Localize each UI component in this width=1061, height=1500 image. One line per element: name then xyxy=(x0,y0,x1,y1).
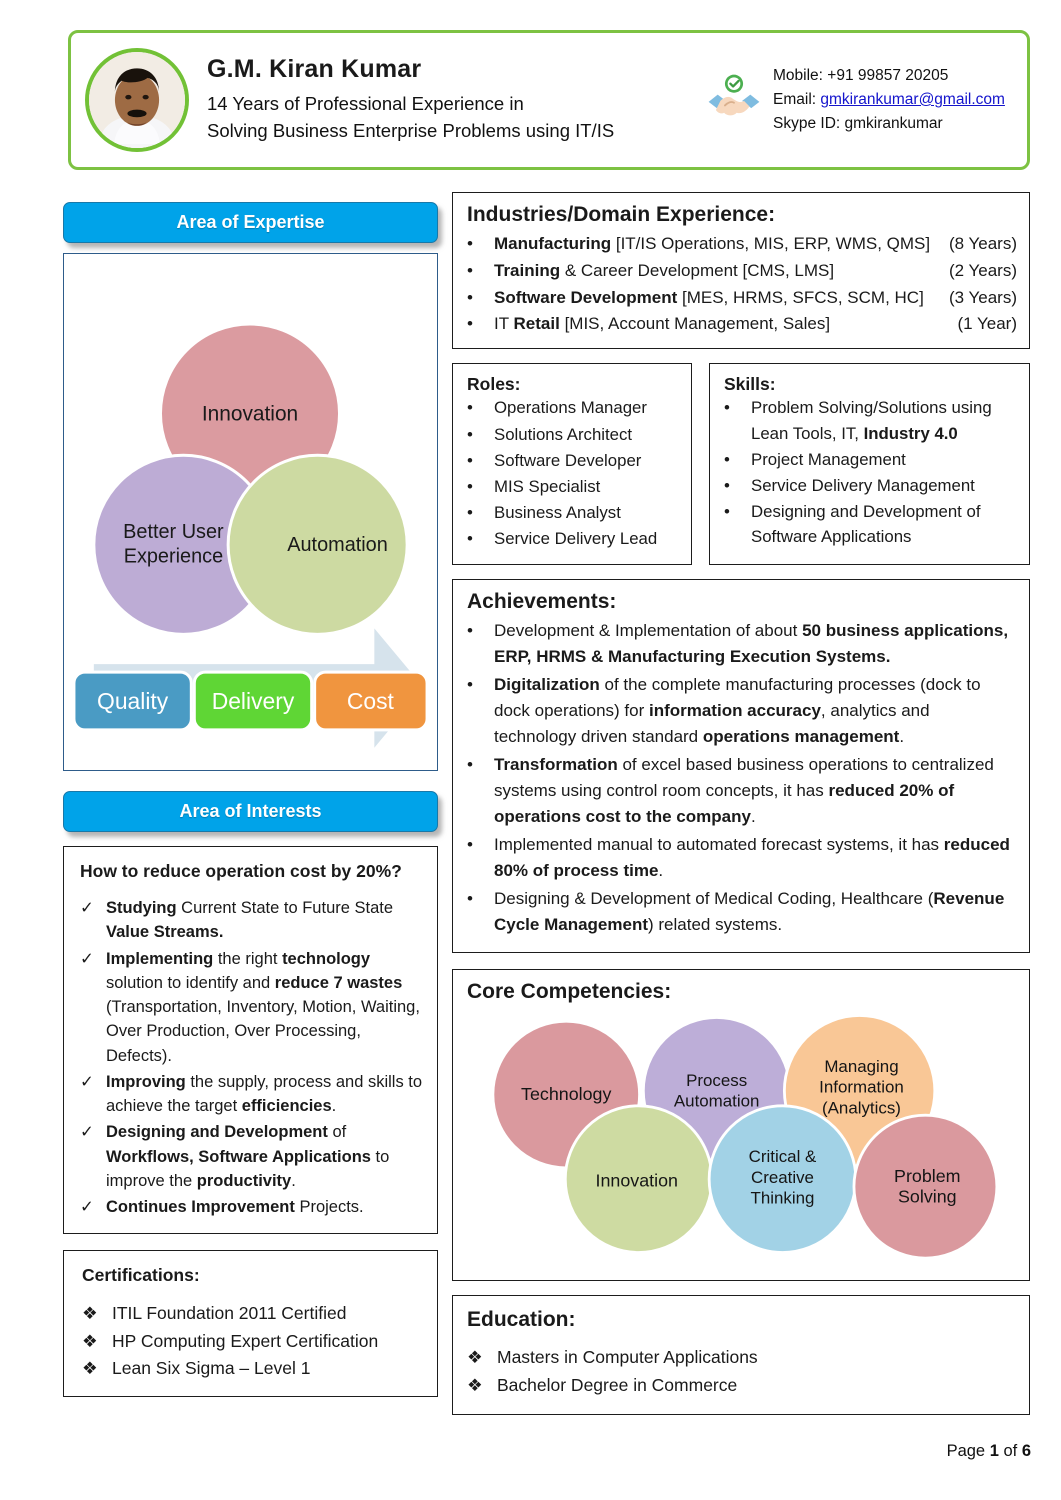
footer-middle: of xyxy=(998,1442,1022,1460)
achievements-box xyxy=(452,579,1030,953)
list-item-text: Implemented manual to automated forecast systems, it has reduced 80% of process time. xyxy=(494,835,1010,881)
achievement-item xyxy=(467,672,1015,750)
flow-chip-cost xyxy=(315,672,427,730)
list-bullet-mark: ✓ xyxy=(80,1072,94,1091)
industry-label: Software Development [MES, HRMS, SFCS, SCM, HC] xyxy=(494,287,924,307)
list-bullet-mark: • xyxy=(724,398,730,418)
list-bullet-mark: • xyxy=(467,675,473,695)
cc-label-information: Information xyxy=(819,1078,904,1098)
achievement-item xyxy=(467,752,1015,830)
list-item-text: Studying Current State to Future State Value Streams. xyxy=(106,899,394,942)
education-item xyxy=(467,1372,1015,1399)
role-item xyxy=(467,448,681,473)
skill-item xyxy=(724,395,1019,445)
list-item-text: Service Delivery Management xyxy=(751,475,975,495)
list-item-text: Project Management xyxy=(751,449,906,469)
interest-item xyxy=(80,896,423,945)
certifications-title: Certifications: xyxy=(82,1265,200,1286)
interest-item xyxy=(80,1120,423,1193)
person-name: G.M. Kiran Kumar xyxy=(207,55,422,84)
area-of-interests-banner: Area of Interests xyxy=(63,791,438,832)
cc-label-automation: Automation xyxy=(673,1092,760,1112)
list-item-text: Implementing the right technology solution to identify and reduce 7 wastes (Transportation, Inventory, Motion, Waiting, Over Production, Over Processing, Defects). xyxy=(106,949,420,1065)
tagline-line-1: 14 Years of Professional Experience in xyxy=(207,93,524,115)
list-item-text xyxy=(494,258,1017,284)
achievement-item xyxy=(467,618,1015,670)
list-bullet-mark: ❖ xyxy=(467,1375,483,1396)
role-item xyxy=(467,526,681,551)
cc-label-process: Process xyxy=(686,1071,748,1091)
industries-list xyxy=(467,231,1017,337)
footer-page-number: 1 xyxy=(989,1442,999,1460)
page-footer xyxy=(947,1442,1031,1461)
venn-label-better-user-2: Experience xyxy=(123,545,224,568)
contact-block xyxy=(705,64,1005,136)
skills-title: Skills: xyxy=(724,374,776,395)
core-competencies-box xyxy=(452,969,1030,1281)
core-competencies-title: Core Competencies: xyxy=(467,980,672,1004)
list-item-text: Development & Implementation of about 50 business applications, ERP, HRMS & Manufacturing Execution Systems. xyxy=(494,621,1009,667)
list-item-text: Designing and Development of Workflows, Software Applications to improve the productivity. xyxy=(106,1123,390,1190)
certification-item xyxy=(82,1355,423,1381)
list-item-text: Problem Solving/Solutions using Lean Tools, IT, Industry 4.0 xyxy=(751,398,992,443)
list-item-text: Continues Improvement Projects. xyxy=(106,1198,364,1216)
list-item-text: ITIL Foundation 2011 Certified xyxy=(112,1303,347,1324)
certifications-box xyxy=(63,1250,438,1397)
achievements-title: Achievements: xyxy=(467,590,617,614)
footer-prefix: Page xyxy=(946,1442,990,1460)
list-item-text: Digitalization of the complete manufacturing processes (dock to dock operations) for information accuracy, analytics and technology driven standard operations management. xyxy=(494,675,981,747)
certifications-list xyxy=(82,1300,423,1381)
list-bullet-mark: • xyxy=(724,449,730,469)
list-item-text: Service Delivery Lead xyxy=(494,529,658,549)
role-item xyxy=(467,422,681,447)
achievements-list xyxy=(467,618,1015,938)
tagline-line-2: Solving Business Enterprise Problems using IT/IS xyxy=(207,120,615,141)
roles-box xyxy=(452,363,692,565)
list-bullet-mark: ✓ xyxy=(80,899,94,917)
list-item-text: Solutions Architect xyxy=(494,424,633,444)
industry-years: (8 Years) xyxy=(948,234,1017,253)
svg-text:Quality: Quality xyxy=(97,687,169,714)
roles-skills-row xyxy=(452,363,1030,565)
list-bullet-mark: • xyxy=(467,234,473,253)
list-item-text: Software Developer xyxy=(494,450,642,470)
list-item-text: Masters in Computer Applications xyxy=(497,1347,758,1368)
list-bullet-mark: • xyxy=(467,398,473,418)
skills-list xyxy=(724,395,1019,549)
skill-item xyxy=(724,499,1019,549)
cc-label-managing: Managing xyxy=(824,1057,899,1077)
interests-box xyxy=(63,846,438,1234)
industry-item xyxy=(467,231,1017,257)
interest-item xyxy=(80,1070,423,1119)
interest-item xyxy=(80,947,423,1068)
contact-mobile xyxy=(773,64,1005,88)
list-bullet-mark: ✓ xyxy=(80,949,94,968)
avatar xyxy=(85,48,189,152)
achievement-item xyxy=(467,832,1015,884)
list-item-text xyxy=(494,311,1017,337)
venn-label-automation: Automation xyxy=(287,533,388,556)
list-bullet-mark: ❖ xyxy=(82,1357,98,1378)
education-item xyxy=(467,1344,1015,1371)
list-item-text: Lean Six Sigma – Level 1 xyxy=(112,1357,311,1378)
expertise-diagram xyxy=(63,253,438,771)
expertise-venn-svg xyxy=(64,254,437,770)
email-link[interactable]: gmkirankumar@gmail.com xyxy=(820,90,1005,108)
identity-block xyxy=(207,55,687,145)
list-item-text xyxy=(494,231,1017,257)
cc-label-thinking: Thinking xyxy=(750,1189,815,1209)
contact-skype xyxy=(773,112,1005,136)
venn-label-better-user-1: Better User xyxy=(123,520,224,543)
list-bullet-mark: • xyxy=(467,424,473,444)
achievement-item xyxy=(467,886,1015,938)
header-banner xyxy=(68,30,1030,170)
list-item-text: Improving the supply, process and skills to achieve the target efficiencies. xyxy=(106,1072,423,1115)
skill-item xyxy=(724,473,1019,498)
contact-email xyxy=(773,88,1005,112)
cc-label-critical: Critical & xyxy=(748,1147,817,1167)
list-bullet-mark: ✓ xyxy=(80,1123,94,1142)
cc-label-creative: Creative xyxy=(751,1168,814,1188)
list-item-text: Bachelor Degree in Commerce xyxy=(497,1375,738,1396)
list-bullet-mark: • xyxy=(724,475,730,495)
industry-years: (2 Years) xyxy=(948,260,1017,280)
left-column xyxy=(63,202,438,1397)
email-label: Email: xyxy=(773,90,821,108)
role-item xyxy=(467,474,681,499)
list-bullet-mark: • xyxy=(467,755,473,775)
list-item-text: Transformation of excel based business operations to centralized systems using control room concepts, it has reduced 20% of operations cost to the company. xyxy=(494,755,994,827)
mobile-value: +91 99857 20205 xyxy=(827,66,949,84)
list-bullet-mark: • xyxy=(467,503,473,523)
list-item-text: HP Computing Expert Certification xyxy=(112,1330,379,1351)
list-bullet-mark: • xyxy=(467,529,473,549)
industry-label: Manufacturing [IT/IS Operations, MIS, ERP, WMS, QMS] xyxy=(494,234,931,253)
svg-text:Delivery: Delivery xyxy=(211,687,295,714)
list-bullet-mark: ❖ xyxy=(82,1303,98,1324)
industry-label: Training & Career Development [CMS, LMS] xyxy=(494,260,835,280)
cc-label-solving: Solving xyxy=(898,1187,957,1208)
interest-item xyxy=(80,1195,423,1219)
right-column xyxy=(452,192,1030,1415)
profile-photo-icon xyxy=(89,52,185,148)
footer-total-pages: 6 xyxy=(1021,1442,1031,1460)
cc-label-analytics: (Analytics) xyxy=(822,1098,901,1118)
roles-list xyxy=(467,395,681,551)
cc-label-problem: Problem xyxy=(894,1166,961,1187)
list-bullet-mark: • xyxy=(467,621,473,641)
skills-box xyxy=(709,363,1030,565)
industry-item xyxy=(467,285,1017,311)
list-bullet-mark: ❖ xyxy=(467,1347,483,1368)
cc-label-technology: Technology xyxy=(521,1084,612,1105)
list-item-text: Designing and Development of Software Applications xyxy=(751,502,981,547)
role-item xyxy=(467,395,681,420)
education-list xyxy=(467,1344,1015,1398)
certification-item xyxy=(82,1300,423,1326)
industry-years: (3 Years) xyxy=(948,287,1017,307)
svg-text:Cost: Cost xyxy=(346,687,394,714)
industry-years: (1 Year) xyxy=(957,314,1017,334)
list-bullet-mark: • xyxy=(467,889,473,909)
handshake-verified-icon xyxy=(705,71,763,129)
mobile-label: Mobile: xyxy=(773,66,828,84)
list-bullet-mark: • xyxy=(467,476,473,496)
certification-item xyxy=(82,1328,423,1354)
skype-value: gmkirankumar xyxy=(844,115,943,132)
interests-list xyxy=(80,896,423,1219)
list-item-text: Designing & Development of Medical Coding, Healthcare (Revenue Cycle Management) related systems. xyxy=(494,889,1005,935)
area-of-expertise-banner: Area of Expertise xyxy=(63,202,438,243)
list-bullet-mark: • xyxy=(467,314,473,334)
roles-title: Roles: xyxy=(467,374,521,395)
cc-label-innovation: Innovation xyxy=(595,1171,678,1192)
list-bullet-mark: • xyxy=(467,260,473,280)
industry-item xyxy=(467,311,1017,337)
list-item-text xyxy=(494,285,1017,311)
role-item xyxy=(467,500,681,525)
venn-label-innovation: Innovation xyxy=(201,402,299,426)
list-bullet-mark: ✓ xyxy=(80,1198,94,1216)
list-item-text: Business Analyst xyxy=(494,503,621,523)
industry-label: IT Retail [MIS, Account Management, Sales] xyxy=(494,314,831,334)
skype-label: Skype ID: xyxy=(773,115,845,132)
industries-box xyxy=(452,192,1030,349)
interests-question: How to reduce operation cost by 20%? xyxy=(80,861,402,881)
flow-chip-quality xyxy=(74,672,191,730)
list-bullet-mark: • xyxy=(724,502,730,522)
list-bullet-mark: • xyxy=(467,450,473,470)
skill-item xyxy=(724,447,1019,472)
industry-item xyxy=(467,258,1017,284)
flow-chip-delivery xyxy=(194,672,311,730)
list-bullet-mark: • xyxy=(467,835,473,855)
list-item-text: MIS Specialist xyxy=(494,476,601,496)
list-bullet-mark: • xyxy=(467,287,473,307)
list-bullet-mark: ❖ xyxy=(82,1330,98,1351)
core-competencies-venn-svg xyxy=(467,1008,1019,1260)
education-box xyxy=(452,1295,1030,1414)
list-item-text: Operations Manager xyxy=(494,398,647,418)
education-title: Education: xyxy=(467,1308,576,1332)
industries-title: Industries/Domain Experience: xyxy=(467,203,776,226)
